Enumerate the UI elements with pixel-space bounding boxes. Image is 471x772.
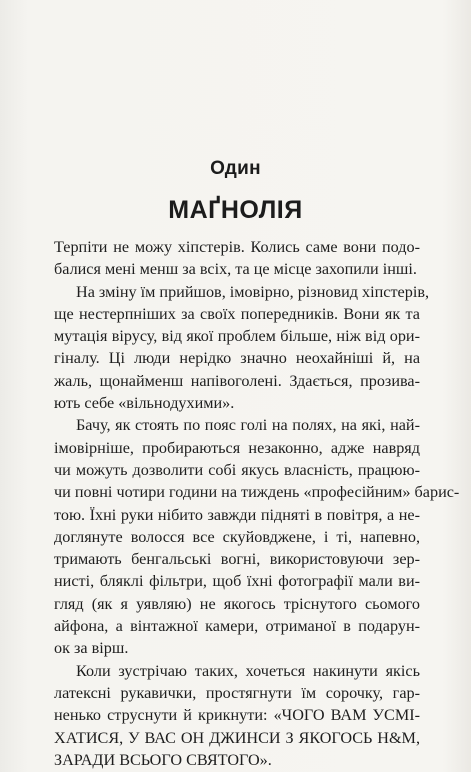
text-line: гляд (як я уявляю) не якогось тріснутого сьомого bbox=[54, 594, 420, 613]
text-line: Коли зустрічаю таких, хочеться накинути якісь bbox=[76, 661, 420, 680]
text-line: ок за вірш. bbox=[54, 639, 129, 658]
text-line: мутація вірусу, від якої проблем більше, ніж від ори- bbox=[54, 327, 420, 346]
text-line: На зміну їм прийшов, імовірно, різновид хіпстерів, bbox=[76, 282, 430, 301]
text-line: жаль, щонайменш напівоголені. Здається, прозива- bbox=[54, 371, 420, 390]
text-line: Бачу, як стоять по пояс голі на полях, на які, най- bbox=[76, 416, 420, 435]
text-line: тримають бенгальські вогні, використовуючи зер- bbox=[54, 550, 420, 569]
paragraph bbox=[54, 660, 420, 771]
text-line: ще нестерпніших за своїх попередників. Вони як та bbox=[54, 304, 420, 323]
text-line: латексні рукавички, простягнути їм сорочку, гар- bbox=[54, 683, 420, 702]
chapter-number: Один bbox=[210, 158, 261, 179]
text-line: імовірніше, пробираються незаконно, адже навряд bbox=[54, 438, 420, 457]
text-line: чи повні чотири години на тиждень «професійним» барис- bbox=[54, 483, 460, 502]
text-line: нисті, бляклі фільтри, щоб їхні фотографії мали ви- bbox=[54, 572, 420, 591]
text-line: ЗАРАДИ ВСЬОГО СВЯТОГО». bbox=[54, 750, 272, 769]
chapter-title: МАҐНОЛІЯ bbox=[168, 196, 303, 224]
paragraph bbox=[54, 414, 460, 659]
text-line: ненько струснути й крикнути: «ЧОГО ВАМ УСМІ- bbox=[54, 706, 420, 725]
paragraph bbox=[54, 281, 430, 415]
text-line: ють себе «вільнодухими». bbox=[54, 394, 235, 413]
chapter-body bbox=[54, 236, 460, 771]
paragraph bbox=[54, 236, 420, 281]
text-line: айфона, а вінтажної камери, отриманої в подарун- bbox=[54, 617, 420, 636]
text-line: тою. Їхні руки нібито завжди підняті в повітря, а не- bbox=[54, 505, 420, 524]
text-line: ХАТИСЯ, У ВАС ОН ДЖИНСИ З ЯКОГОСЬ H&M, bbox=[54, 728, 420, 747]
text-line: Терпіти не можу хіпстерів. Колись саме вони подо- bbox=[54, 238, 420, 256]
text-line: балися мені менш за всіх, та це місце захопили інші. bbox=[54, 260, 417, 279]
text-line: чи можуть дозволити собі якусь власність, працюю- bbox=[54, 460, 420, 479]
text-line: доглянуте волосся все скуйовджене, і ті, напевно, bbox=[54, 527, 420, 546]
text-line: гіналу. Ці люди нерідко значно неохайніші й, на bbox=[54, 349, 420, 368]
